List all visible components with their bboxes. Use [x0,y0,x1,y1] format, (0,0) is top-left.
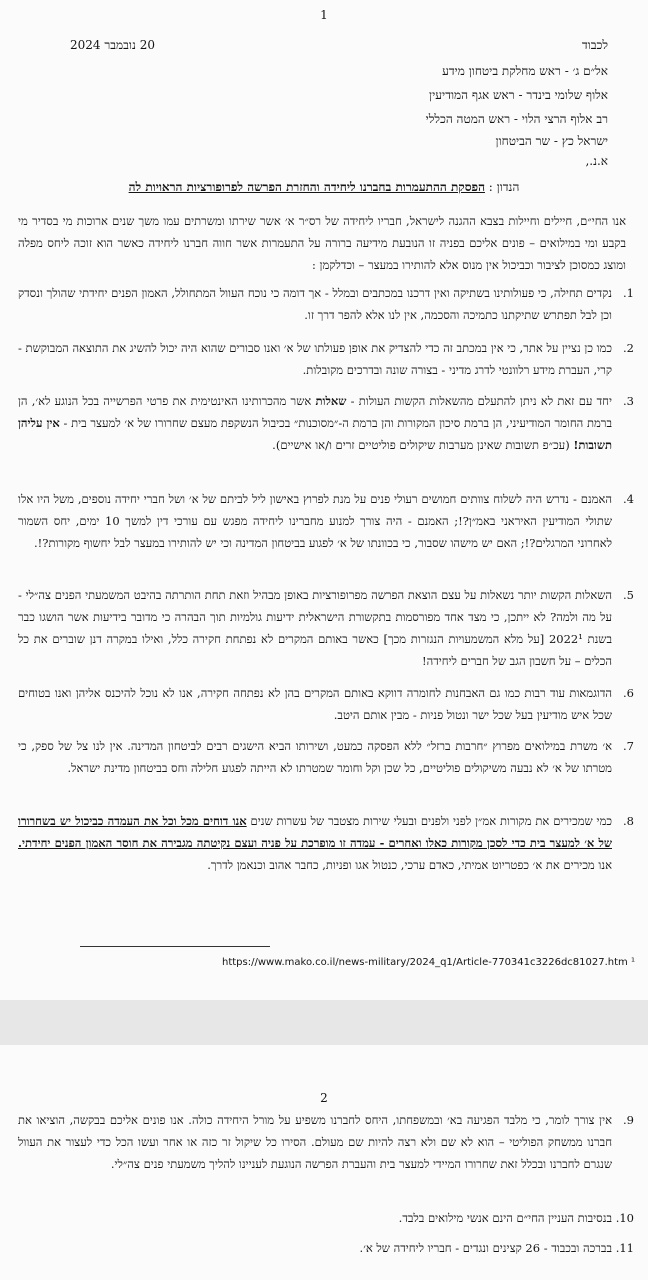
item-number: 9. [623,1113,634,1127]
list-item [18,1207,634,1229]
item-number: 6. [623,686,634,700]
item-number: 1. [623,286,634,300]
item-text-part: (עכ״פ תשובות שאינן מערבות שיקולים פוליטיים זרים ו/או אישיים). [272,438,574,452]
item-text-part: יחד עם זאת לא ניתן להתעלם מהשאלות הקשות העולות - [346,394,613,408]
subject-line [40,180,608,195]
page-number: 1 [320,8,328,22]
item-text: האמנם - נדרש היה לשלוח צוותים חמושים רעולי פנים על מנת לפרוץ באישון ליל לביתם של א׳ ושל חברי יחידה נוספים, משל היו אלו שתולי המודיעין האיראני באמ״ן?!; האמנם - היה צורך למנוע מחברינו ליחידה מפגש עם עורכי דין למשך 10 ימים, יחס השמור לאחרוני המרגלים?!; האם יש מישהו שסבור, כי בכוונתו של א׳ לפגוע בביטחון המדינה וכי יש להותירו במעצר לבל יחשוף מקורות?!. [18,492,612,550]
letter-date: 20 נובמבר 2024 [70,38,156,52]
item-text: הדוגמאות עוד רבות כמו גם האבחנות לחומרה דווקא באותם המקרים בהן לא נפתחה חקירה, אנו לא נוכל להיכנס אליהן ואנו בטוחים שכל איש מודיעין בעל שכל ישר ונטול פניות - מבין אותם היטב. [18,686,612,722]
list-item [18,1237,634,1259]
list-item [18,390,634,456]
list-item [18,282,634,326]
item-text-bold: שאלות [315,394,347,408]
item-text: בנסיבות העניין החי״ם הינם אנשי מילואים בלבד. [398,1211,612,1225]
item-number: 4. [623,492,634,506]
item-text-bold: אנו דוחים מכל וכל את העמדה כביכול יש בשחרורו של א׳ למעצר בית כדי לסכן מקורות כאלו ואחרים - עמדה זו מופרכת על פניה ועצם נקיטתה מגבירה את חוסר האמון הפנים יחידתי. [18,814,612,850]
item-text: השאלות הקשות יותר נשאלות על עצם הוצאת הפרשה מפרופורציות באופן מבהיל וזאת תחת הותרתה בהיבט המשמעתי הפנים צה״לי - על מה ולמה? לא ייתכן, כי מצד אחד מפורסמות בתקשורת הישראלית ידיעות גולמיות תוך הבהרה כי מדובר בידיעות אשר הושגו כבר בשנת 2022¹ [על מלא המשמעויות הנגזרות מכך] כאשר באותם המקרים לא נפתחת חקירה כלל, ואילו במקרה דנן שוברים את כל הכלים – על חשבון הגב של חברים ליחידה! [18,588,612,668]
item-text-part: אשר מהכרותינו האינטימית את פרטי הפרשייה בכל הנוגע לא׳, הן ברמת החומר המודיעיני, הן ברמת סיכון המקורות והן ברמת ה-״מסוכנות״ בכיבול הנשקפת מעצם שחרורו של א׳ למעצר בית - [18,394,612,430]
item-text-bold: אין עליהן תשובות! [18,416,612,452]
item-text: אין צורך לומר, כי מלבד הפגיעה בא׳ ובמשפחתו, היחס לחברנו משפיע על מורל היחידה כולה. אנו פונים אליכם בבקשה, הוציאו את חברנו ממשחק הפוליטי – הוא לא שם ולא רצה להיות שם מעולם. הסירו כל שיקול זר כזה או אחר ועשו הכל כדי לעצור את העוול שנגרם לחברנו ובכלל זאת שחרורו המיידי למעצר בית והעברת הפרשה הנוגעת לעניינו להליך משמעתי פנים צה״לי. [18,1113,612,1171]
list-item [18,337,634,381]
list-item [18,810,634,876]
recipient-line: אלוף שלומי בינדר - ראש אגף המודיעין [429,88,608,102]
list-item [18,488,634,554]
subject-title: הפסקת ההתעמרות בחברנו ליחידה והחזרת הפרשה לפרופורציות הראויות לה [128,180,485,194]
item-number: 7. [623,739,634,753]
item-number: 3. [623,394,634,408]
greeting: א.נ., [585,154,608,168]
item-text: כמו כן נציין על אתר, כי אין במכתב זה כדי להצדיק את אופן פעולתו של א׳ ואנו סבורים שהוא היה יכול להשיג את התוצאה המבוקשת - קרי, העברת מידע רלוונטי לדרג מדיני - בצורה שונה ובדרכים מקובלות. [18,341,612,377]
item-text: בברכה ובכבוד - 26 קצינים ונגדים - חבריו ליחידה של א׳. [359,1241,612,1255]
footnote-divider [80,946,270,947]
list-item [18,735,634,779]
item-number: 10. [615,1211,634,1225]
intro-paragraph: אנו החי״ם, חיילים וחיילות בצבא ההגנה לישראל, חבריו ליחידה של רס״ר א׳ אשר שירתו ומשרתים עמו משך שנים ארוכות מי בסדיר מי בקבע ומי במילואים – פונים אליכם בפניה זו הנובעת מידיעה ברורה על התעמרות אשר חווה חברנו ליחידה כאשר הוא זוכה ליחס מפלה ומוצג כמסוכן לציבור וכביכול אין מנוס אלא להותירו במעצר – וכדלקמן : [18,214,626,272]
document-page-2 [0,1045,648,1280]
list-item [18,584,634,672]
subject-label: הנדון : [488,180,520,194]
page-gap [0,1000,648,1045]
item-text: נקדים תחילה, כי פעולותינו בשתיקה ואין דרכנו במכתבים ובמלל - אך דומה כי נוכח העוול המתחולל, האמון הפנים יחידתי שהולך ונסדק וכן לבל תפתרש שתיקתנו כתמיכה והסכמה, אין לנו אלא להפר דרך זו. [18,286,612,322]
recipient-line: אל״ם ג׳ - ראש מחלקת ביטחון מידע [442,64,608,78]
item-text-part: אנו מכירים את א׳ כפטריוט אמיתי, כאדם ערכי, כנטול אגו ופניות, כחבר אהוב וכנאמן לדרך. [207,858,612,872]
list-item [18,1109,634,1175]
page-number: 2 [320,1091,328,1105]
item-number: 2. [623,341,634,355]
item-text-part: כמי שמכירים את מקורות אמ״ן לפני ולפנים ובעלי שירות מצטבר של עשרות שנים [246,814,613,828]
item-text: א׳ משרת במילואים מפרוץ ״חרבות ברזל״ ללא הפסקה כמעט, ושירותו הביא הישגים רבים לביטחון המדינה. אין לנו צל של ספק, כי מטרתו של א׳ לא נבעה משיקולים פוליטיים, כל שכן וקל וחומר שמטרתו לא הייתה לפגוע חלילה וחס בביטחון מדינת ישראל. [18,739,612,775]
salutation: לכבוד [581,38,608,52]
item-number: 8. [623,814,634,828]
list-item [18,682,634,726]
item-number: 5. [623,588,634,602]
item-text [18,390,612,456]
footnote-link[interactable]: https://www.mako.co.il/news-military/2024_q1/Article-770341c3226dc81027.htm ¹ [222,957,635,968]
item-text [18,810,612,876]
recipient-line: ישראל כץ - שר הביטחון [495,134,608,148]
recipient-line: רב אלוף הרצי הלוי - ראש המטה הכללי [425,112,608,126]
item-number: 11. [615,1241,634,1255]
